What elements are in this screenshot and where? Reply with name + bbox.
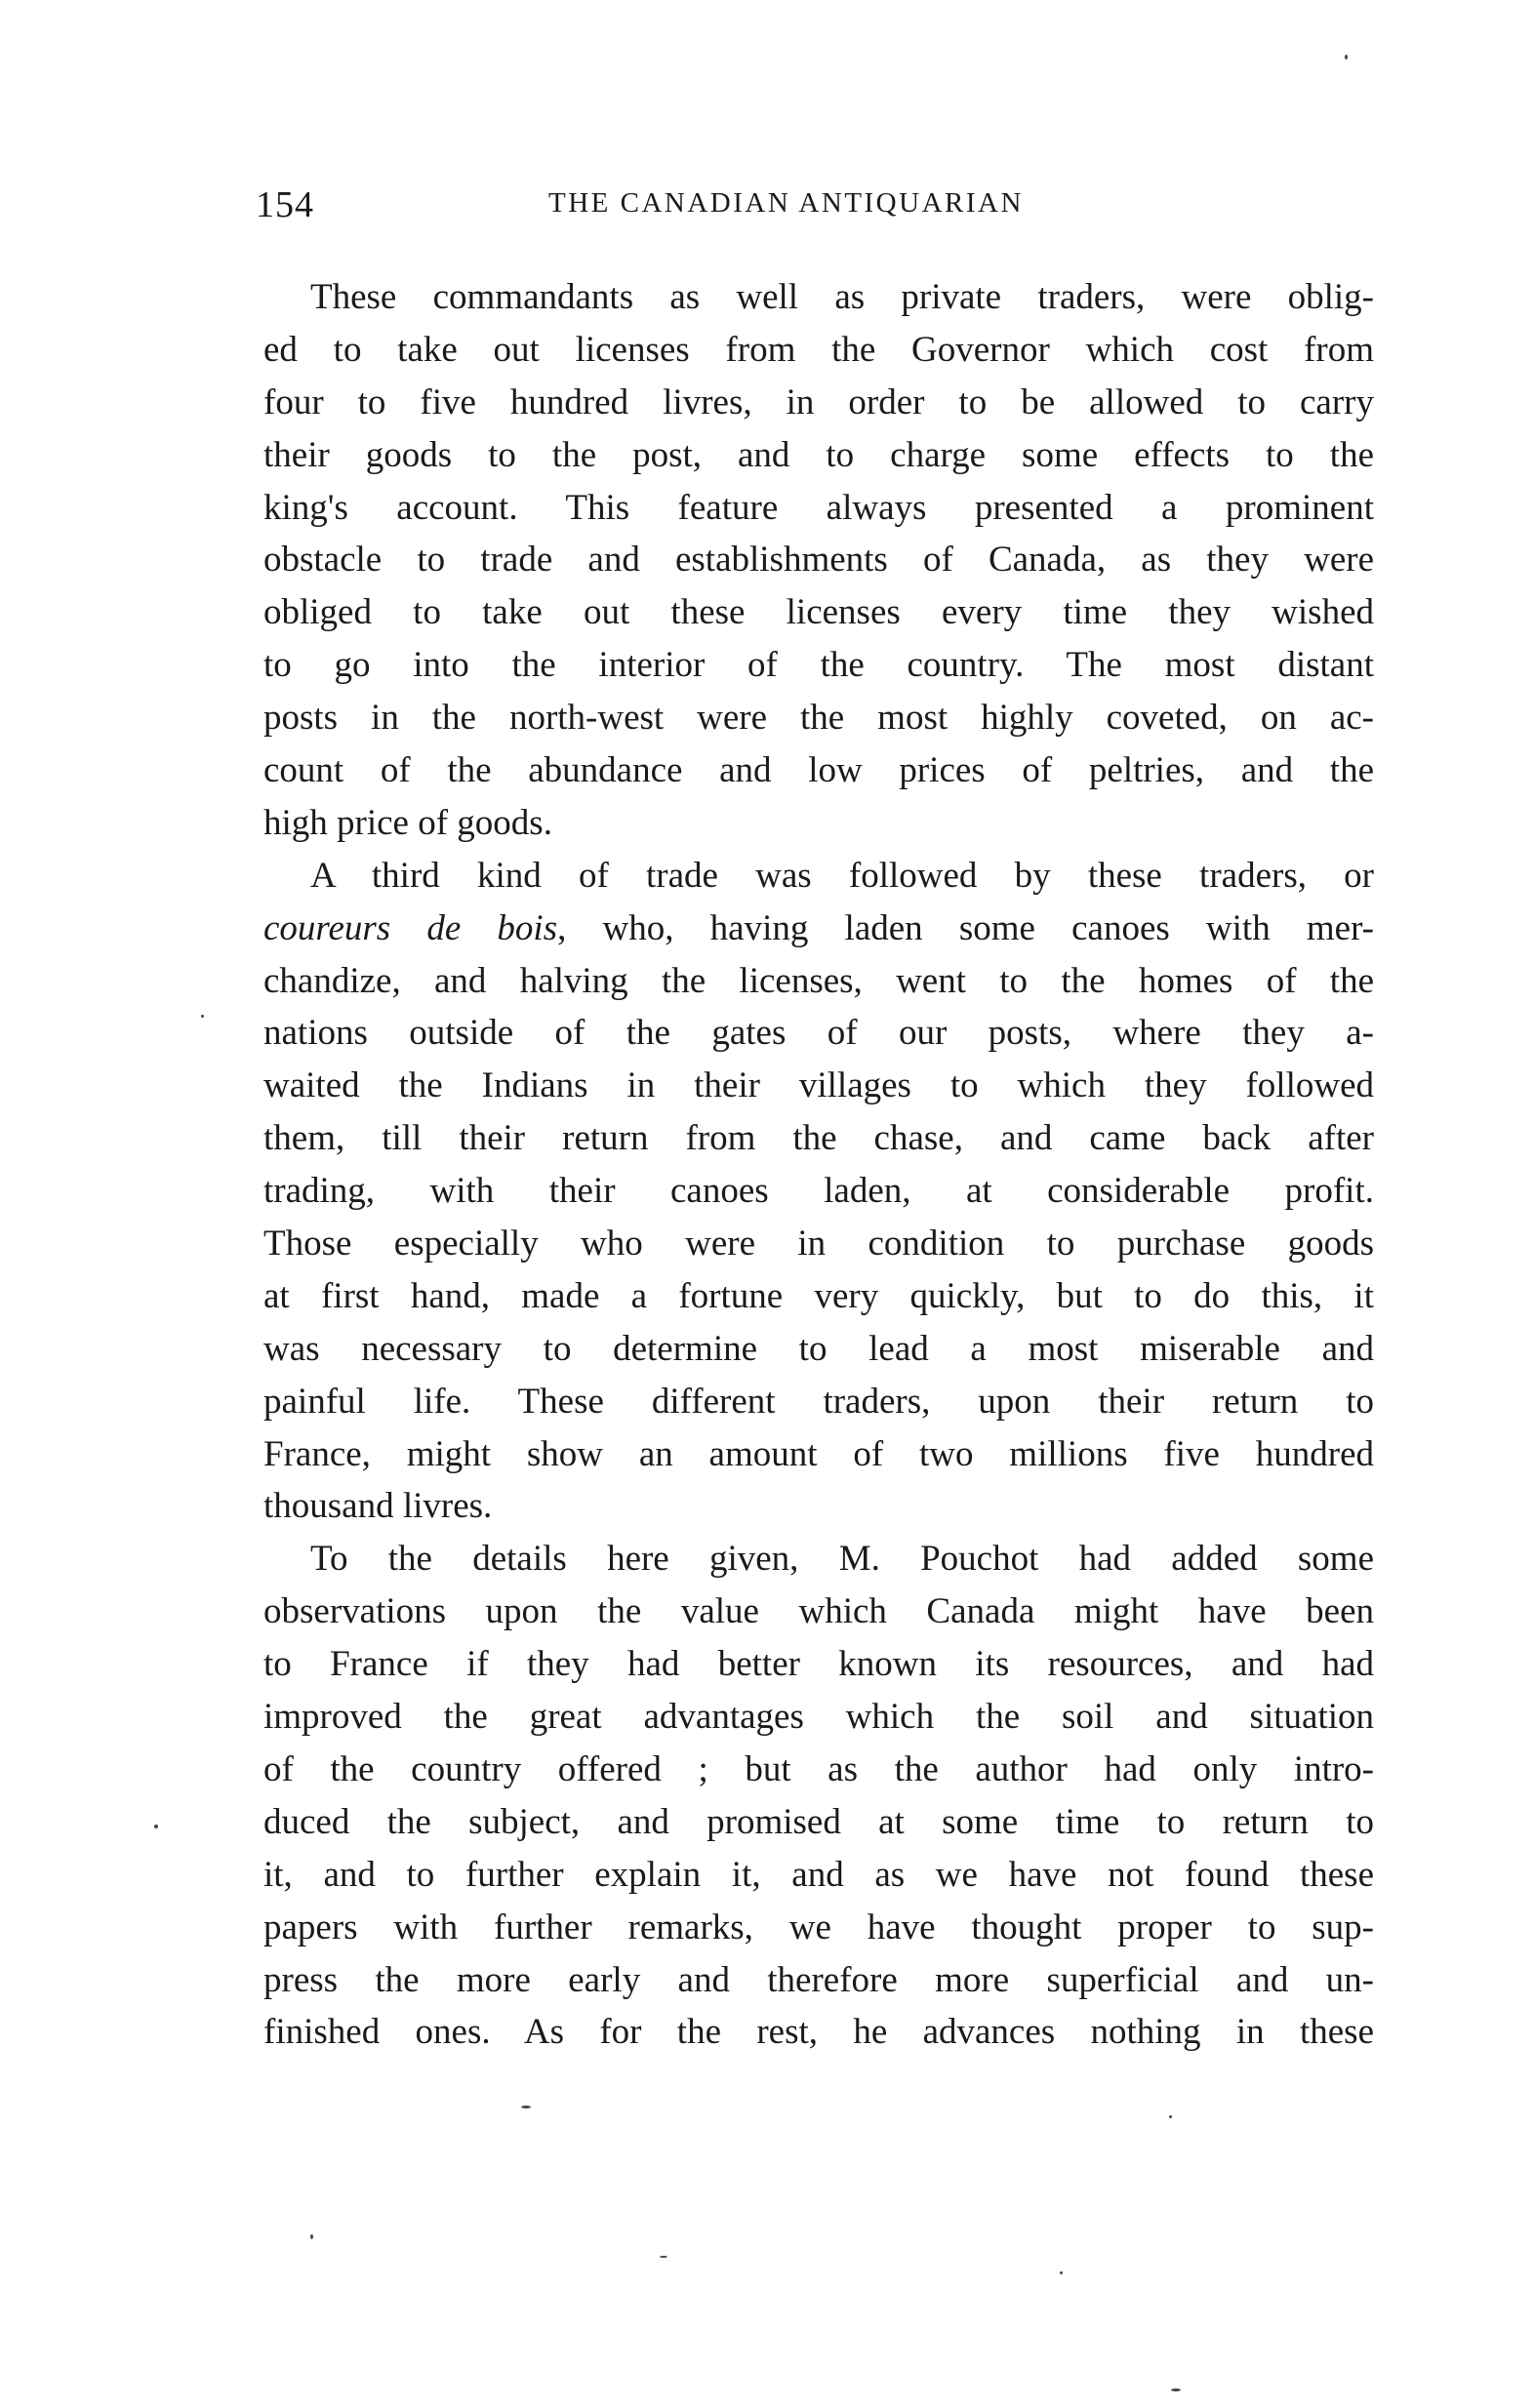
text-line: four to five hundred livres, in order to be allowed to carry (263, 381, 1374, 422)
page-number: 154 (256, 184, 314, 225)
body-text (263, 271, 1374, 2059)
text-line: press the more early and therefore more superficial and un- (263, 1959, 1374, 2000)
scan-speck (310, 2234, 313, 2239)
text-line: count of the abundance and low prices of peltries, and the (263, 750, 1374, 791)
text-line: it, and to further explain it, and as we have not found these (263, 1854, 1374, 1895)
text-line: to go into the interior of the country. The most distant (263, 645, 1374, 686)
scan-speck (201, 1015, 204, 1018)
scan-speck (521, 2106, 531, 2108)
running-title: THE CANADIAN ANTIQUARIAN (548, 187, 1024, 219)
text-line: These commandants as well as private traders, were oblig- (310, 277, 1374, 317)
scan-speck (1345, 55, 1348, 60)
text-line: high price of goods. (263, 802, 552, 843)
text-line: them, till their return from the chase, and came back after (263, 1118, 1374, 1159)
scan-speck (660, 2256, 667, 2258)
text-line: obstacle to trade and establishments of Canada, as they were (263, 540, 1374, 581)
text-line: trading, with their canoes laden, at considerable profit. (263, 1171, 1374, 1212)
italic-phrase: coureurs de bois (263, 907, 558, 948)
scan-speck (154, 1825, 158, 1828)
text-line: papers with further remarks, we have thought proper to sup- (263, 1906, 1374, 1947)
running-header (256, 183, 1378, 242)
text-line: obliged to take out these licenses every time they wished (263, 592, 1374, 633)
text-line: finished ones. As for the rest, he advances nothing in these (263, 2012, 1374, 2053)
paragraph-2 (263, 850, 1374, 1534)
scan-speck (1171, 2388, 1181, 2391)
text-line: chandize, and halving the licenses, went to the homes of the (263, 960, 1374, 1001)
text-line: waited the Indians in their villages to which they followed (263, 1065, 1374, 1106)
text-line: France, might show an amount of two millions five hundred (263, 1433, 1374, 1474)
text-line: nations outside of the gates of our posts, where they a- (263, 1013, 1374, 1054)
text-line: thousand livres. (263, 1486, 493, 1527)
paragraph-1 (263, 271, 1374, 850)
text-line: ed to take out licenses from the Governor which cost from (263, 329, 1374, 370)
text-line: improved the great advantages which the soil and situation (263, 1697, 1374, 1738)
text-line: painful life. These different traders, upon their return to (263, 1381, 1374, 1422)
text-line: of the country offered ; but as the author had only intro- (263, 1748, 1374, 1789)
scan-speck (1060, 2271, 1063, 2274)
paragraph-3 (263, 1533, 1374, 2059)
text-line: To the details here given, M. Pouchot had added some (310, 1539, 1374, 1580)
text-line: at first hand, made a fortune very quickly, but to do this, it (263, 1275, 1374, 1316)
text-line: to France if they had better known its resources, and had (263, 1644, 1374, 1685)
text-line: king's account. This feature always presented a prominent (263, 487, 1374, 528)
text-line: coureurs de bois, who, having laden some canoes with mer- (263, 907, 1374, 948)
text-line: posts in the north-west were the most highly coveted, on ac- (263, 698, 1374, 739)
scan-speck (1169, 2115, 1172, 2118)
text-line: A third kind of trade was followed by these traders, or (310, 855, 1374, 896)
text-line: Those especially who were in condition to purchase goods (263, 1224, 1374, 1264)
text-line: duced the subject, and promised at some time to return to (263, 1801, 1374, 1842)
text-line: was necessary to determine to lead a most miserable and (263, 1328, 1374, 1369)
text-line: their goods to the post, and to charge some effects to the (263, 434, 1374, 475)
text-line: observations upon the value which Canada might have been (263, 1591, 1374, 1632)
